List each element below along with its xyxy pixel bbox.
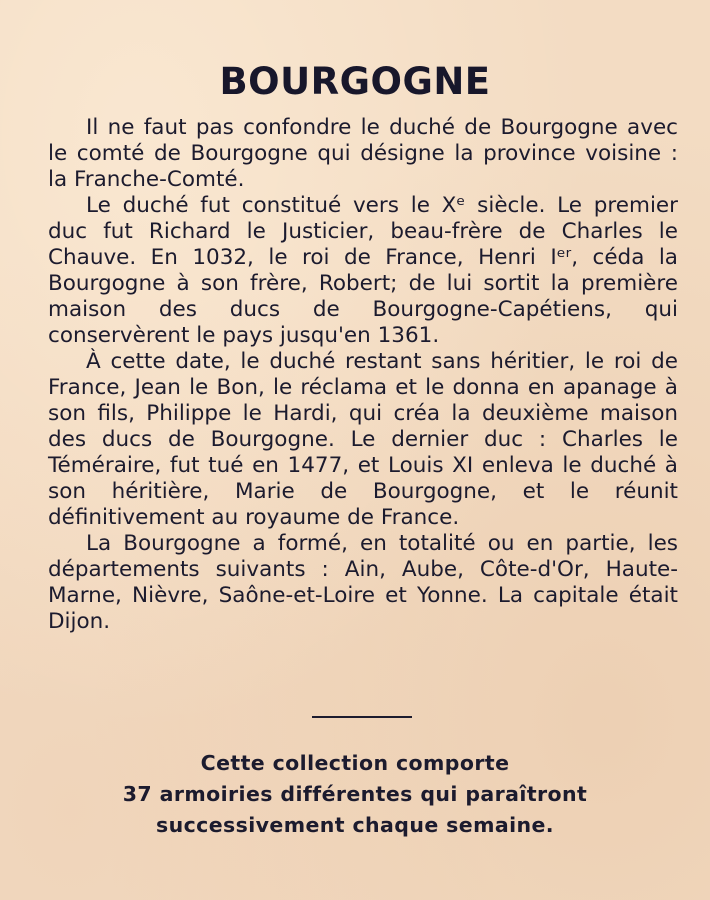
paragraph-4: La Bourgogne a formé, en totalité ou en partie, les départements suivants : Ain, Aube, Côte-d'Or, Haute-Marne, Nièvre, Saône-et-Loire et Yonne. La capitale était Dijon. — [48, 531, 678, 634]
page-title: BOURGOGNE — [219, 60, 491, 103]
divider-line — [312, 716, 412, 718]
collection-note — [0, 748, 710, 841]
collection-note-line-3: successivement chaque semaine. — [156, 813, 554, 837]
collection-note-line-1: Cette collection comporte — [200, 751, 510, 775]
collection-note-line-2: 37 armoiries différentes qui paraîtront — [122, 782, 588, 806]
paragraph-1: Il ne faut pas confondre le duché de Bourgogne avec le comté de Bourgogne qui désigne la province voisine : la Franche-Comté. — [48, 115, 678, 192]
paragraph-3: À cette date, le duché restant sans héritier, le roi de France, Jean le Bon, le réclama et le donna en apanage à son fils, Philippe le Hardi, qui créa la deuxième maison des ducs de Bourgogne. Le dernier duc : Charles le Téméraire, fut tué en 1477, et Louis XI enleva le duché à son héritière, Marie de Bourgogne, et le réunit définitivement au royaume de France. — [48, 349, 678, 530]
history-text — [48, 115, 678, 635]
paragraph-2: Le duché fut constitué vers le Xᵉ siècle. Le premier duc fut Richard le Justicier, beau-frère de Charles le Chauve. En 1032, le roi de France, Henri Iᵉʳ, céda la Bourgogne à son frère, Robert; de lui sortit la première maison des ducs de Bourgogne-Capétiens, qui conservèrent le pays jusqu'en 1361. — [48, 193, 678, 348]
